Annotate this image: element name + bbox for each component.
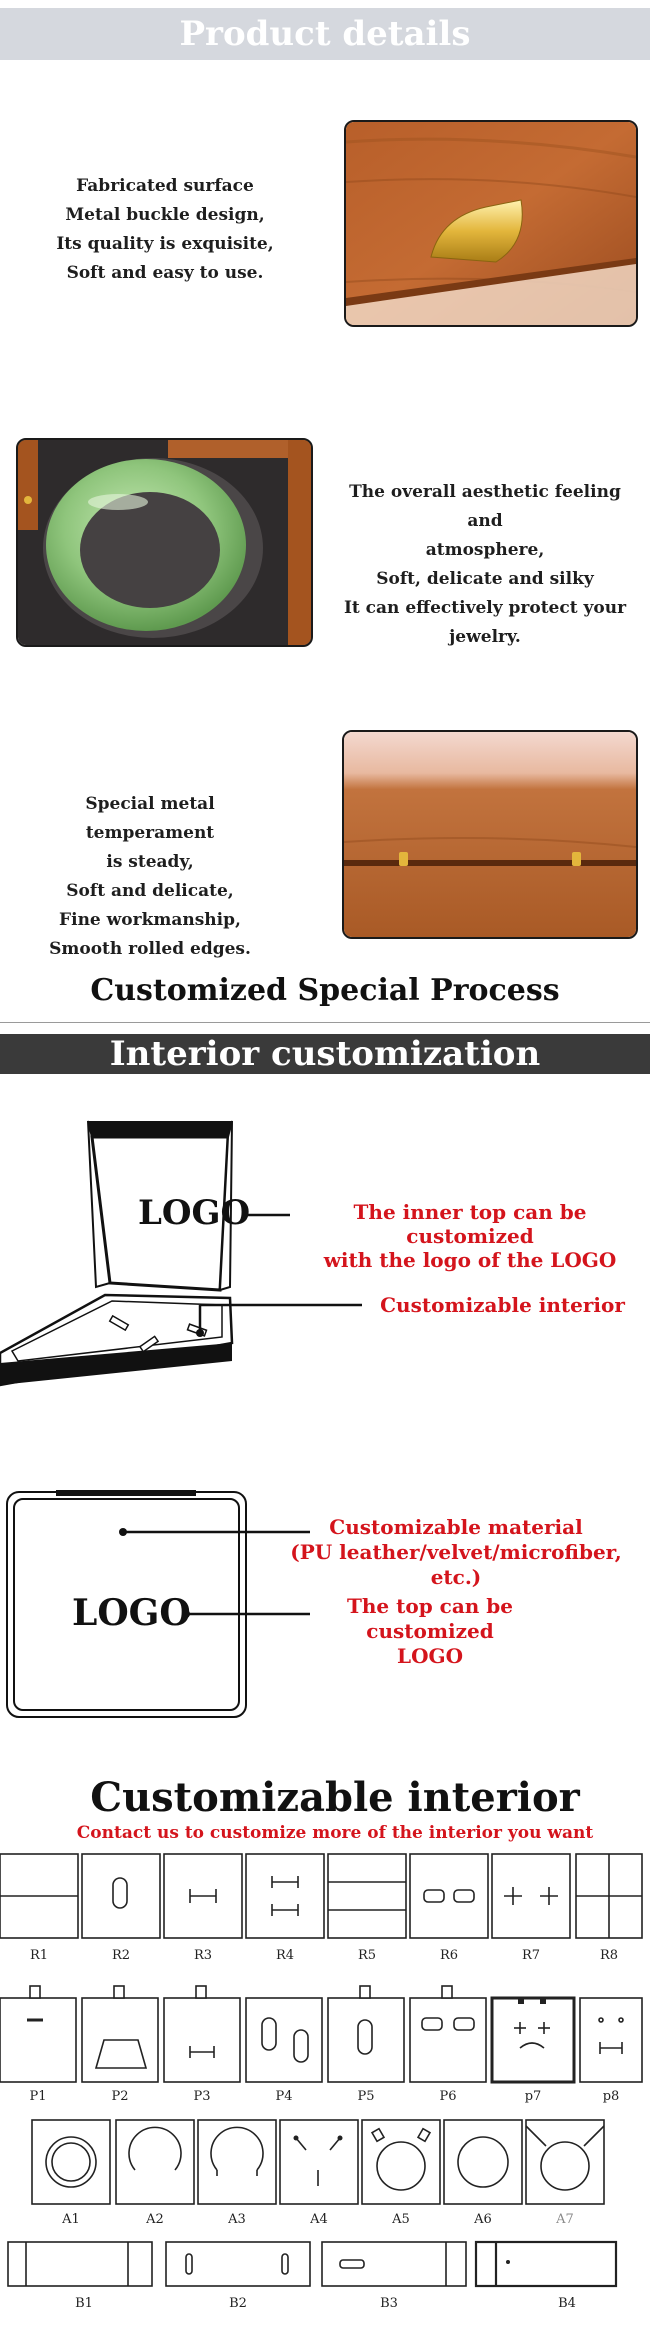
callout-line: with the logo of the LOGO bbox=[323, 1248, 617, 1272]
feature-line: Its quality is exquisite, bbox=[56, 234, 274, 254]
diagram1-logo: LOGO bbox=[138, 1193, 251, 1233]
label-a2: A2 bbox=[146, 2212, 164, 2227]
interior-subtitle: Contact us to customize more of the interior you want bbox=[76, 1823, 594, 1843]
wood-box-clasp-image bbox=[346, 122, 636, 325]
interior-heading: Customizable interior bbox=[90, 1774, 580, 1821]
interior-banner-title: Interior customization bbox=[109, 1034, 541, 1074]
interior-a3 bbox=[198, 2120, 276, 2204]
label-a7: A7 bbox=[556, 2212, 574, 2227]
callout-material bbox=[262, 1515, 650, 1590]
interior-banner bbox=[0, 1034, 650, 1074]
label-r3: R3 bbox=[193, 1948, 213, 1963]
interior-row-r bbox=[0, 1852, 650, 1942]
label-p8: p8 bbox=[602, 2089, 620, 2104]
label-r2: R2 bbox=[111, 1948, 131, 1963]
feature-line: The overall aesthetic feeling and bbox=[349, 482, 621, 531]
page-title: Product details bbox=[179, 14, 471, 54]
label-r4: R4 bbox=[275, 1948, 295, 1963]
interior-r5 bbox=[328, 1854, 406, 1938]
callout-line: Customizable material bbox=[329, 1515, 583, 1539]
interior-r7 bbox=[492, 1854, 570, 1938]
label-b3: B3 bbox=[380, 2296, 398, 2311]
label-b4: B4 bbox=[558, 2296, 576, 2311]
interior-a2 bbox=[116, 2120, 194, 2204]
feature-3-text bbox=[20, 790, 280, 964]
label-a6: A6 bbox=[474, 2212, 492, 2227]
feature-line: is steady, bbox=[106, 852, 194, 872]
label-p2: P2 bbox=[111, 2089, 129, 2104]
feature-1-text bbox=[35, 172, 295, 288]
feature-line: Fine workmanship, bbox=[59, 910, 241, 930]
feature-line: Metal buckle design, bbox=[65, 205, 265, 225]
interior-p8 bbox=[580, 1998, 642, 2082]
feature-2-text bbox=[330, 478, 640, 652]
label-r5: R5 bbox=[357, 1948, 377, 1963]
process-heading: Customized Special Process bbox=[90, 973, 560, 1008]
interior-row-p bbox=[0, 1984, 650, 2084]
label-a3: A3 bbox=[228, 2212, 246, 2227]
label-b2: B2 bbox=[229, 2296, 247, 2311]
label-p6: P6 bbox=[439, 2089, 457, 2104]
interior-b1 bbox=[8, 2242, 152, 2286]
label-r7: R7 bbox=[521, 1948, 541, 1963]
interior-p6 bbox=[410, 1998, 486, 2082]
feature-line: jewelry. bbox=[449, 627, 521, 647]
interior-p7 bbox=[492, 1998, 574, 2082]
callout-line: The top can be bbox=[347, 1594, 513, 1618]
feature-line: It can effectively protect your bbox=[343, 598, 627, 618]
callout-top-logo bbox=[330, 1594, 530, 1669]
wood-box-clasp-photo bbox=[344, 120, 638, 327]
interior-p3 bbox=[164, 1998, 240, 2082]
label-a4: A4 bbox=[310, 2212, 328, 2227]
callout-inner-top bbox=[290, 1200, 650, 1272]
feature-line: Soft and delicate, bbox=[66, 881, 234, 901]
interior-row-b bbox=[0, 2240, 650, 2290]
feature-line: Fabricated surface bbox=[76, 176, 254, 196]
divider bbox=[0, 1022, 650, 1023]
jade-bangle-box-photo bbox=[16, 438, 313, 647]
wood-box-edge-image bbox=[344, 732, 636, 937]
jade-bangle-image bbox=[18, 440, 311, 645]
label-a1: A1 bbox=[62, 2212, 80, 2227]
label-b1: B1 bbox=[75, 2296, 93, 2311]
callout-customizable-interior: Customizable interior bbox=[380, 1293, 625, 1317]
label-r8: R8 bbox=[599, 1948, 619, 1963]
diagram2-logo: LOGO bbox=[72, 1592, 191, 1634]
label-p5: P5 bbox=[357, 2089, 375, 2104]
label-p7: p7 bbox=[524, 2089, 542, 2104]
feature-line: atmosphere, bbox=[425, 540, 545, 560]
callout-line: customized LOGO bbox=[366, 1619, 494, 1668]
interior-p4 bbox=[246, 1998, 322, 2082]
callout-line: (PU leather/velvet/microfiber, etc.) bbox=[290, 1540, 622, 1589]
feature-line: Smooth rolled edges. bbox=[49, 939, 251, 959]
label-p1: P1 bbox=[29, 2089, 47, 2104]
interior-row-a bbox=[0, 2118, 650, 2208]
page-title-banner bbox=[0, 8, 650, 60]
label-a5: A5 bbox=[392, 2212, 410, 2227]
interior-r6 bbox=[410, 1854, 488, 1938]
label-p4: P4 bbox=[275, 2089, 293, 2104]
feature-line: Soft, delicate and silky bbox=[376, 569, 594, 589]
label-r1: R1 bbox=[29, 1948, 49, 1963]
interior-a4 bbox=[280, 2120, 358, 2204]
feature-line: Special metal temperament bbox=[85, 794, 215, 843]
callout-line: The inner top can be customized bbox=[353, 1200, 587, 1248]
interior-p1 bbox=[0, 1998, 76, 2082]
wood-box-edge-photo bbox=[342, 730, 638, 939]
feature-line: Soft and easy to use. bbox=[66, 263, 264, 283]
label-p3: P3 bbox=[193, 2089, 211, 2104]
interior-r4 bbox=[246, 1854, 324, 1938]
label-r6: R6 bbox=[439, 1948, 459, 1963]
